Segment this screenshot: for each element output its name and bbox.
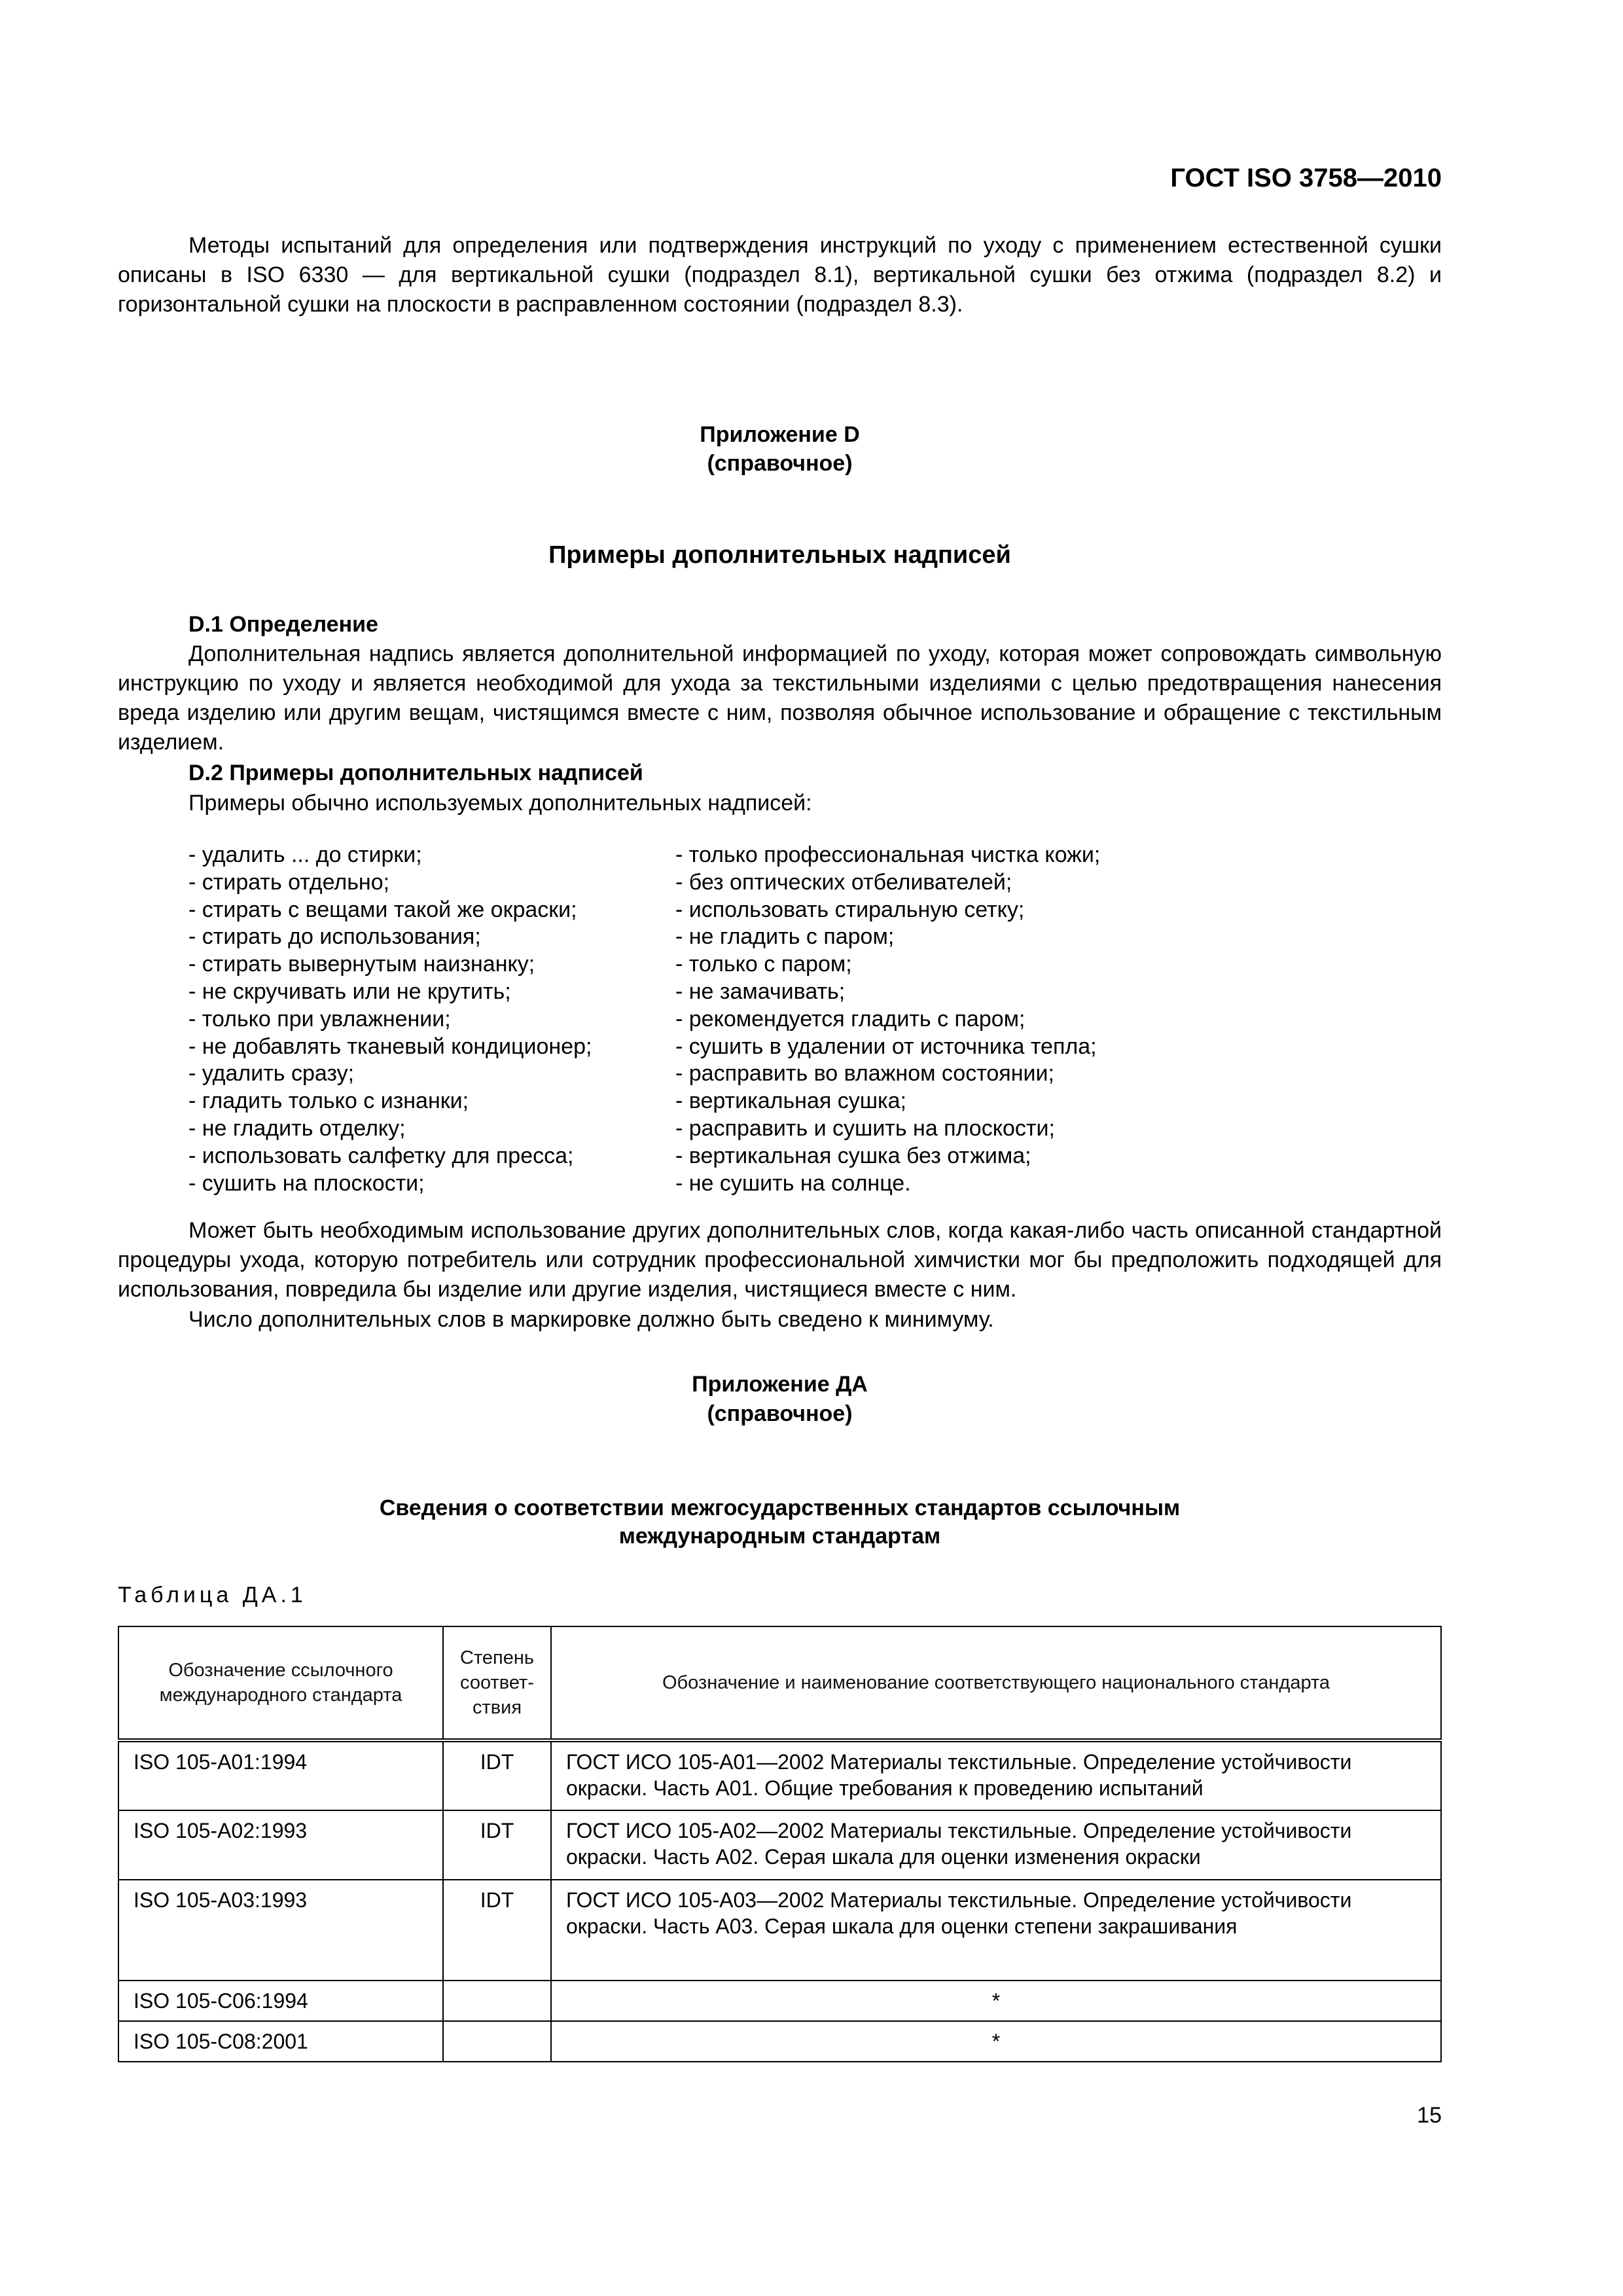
- table-row: [118, 1740, 1441, 1810]
- list-item: - без оптических отбеливателей;: [675, 869, 1012, 895]
- inscriptions-list-right: [675, 842, 1100, 1197]
- list-item: - стирать до использования;: [188, 924, 481, 950]
- annex-d-title: Примеры дополнительных надписей: [548, 541, 1011, 569]
- list-item: - вертикальная сушка;: [675, 1088, 906, 1114]
- list-item: - стирать вывернутым наизнанку;: [188, 952, 535, 977]
- annex-da-title-line1: Сведения о соответствии межгосударственных стандартов ссылочным: [379, 1496, 1181, 1520]
- table-row: [118, 1880, 1441, 1981]
- degree-cell: IDT: [443, 1740, 551, 1810]
- table-caption: Таблица ДА.1: [118, 1583, 307, 1607]
- d2-heading: D.2 Примеры дополнительных надписей: [188, 761, 643, 785]
- national-standard-cell: ГОСТ ИСО 105-A02—2002 Материалы текстильные. Определение устойчивости окраски. Часть А02. Серая шкала для оценки изменения окраски: [551, 1810, 1441, 1880]
- list-item: - вертикальная сушка без отжима;: [675, 1143, 1031, 1168]
- correspondence-table: [118, 1626, 1442, 2062]
- column-header: Обозначение ссылочного международного стандарта: [118, 1626, 443, 1740]
- annex-da-label: Приложение ДА: [692, 1372, 868, 1397]
- ref-standard-cell: ISO 105-C08:2001: [118, 2021, 443, 2062]
- national-standard-cell: ГОСТ ИСО 105-A01—2002 Материалы текстильные. Определение устойчивости окраски. Часть А01. Общие требования к проведению испытаний: [551, 1740, 1441, 1810]
- page-number: 15: [1417, 2103, 1442, 2128]
- list-item: - только при увлажнении;: [188, 1006, 451, 1031]
- d1-heading: D.1 Определение: [188, 612, 378, 637]
- list-item: - не скручивать или не крутить;: [188, 978, 511, 1004]
- list-item: - удалить ... до стирки;: [188, 842, 422, 867]
- intro-paragraph: Методы испытаний для определения или подтверждения инструкций по уходу с применением естественной сушки описаны в ISO 6330 — для вертикальной сушки (подраздел 8.1), вертикальной сушки без отжима (подраздел 8.2) и горизонтальной сушки на плоскости в расправленном состоянии (подраздел 8.3).: [118, 233, 1442, 317]
- list-item: - использовать салфетку для пресса;: [188, 1143, 574, 1168]
- closing-paragraph: Может быть необходимым использование других дополнительных слов, когда какая-либо часть описанной стандартной процедуры ухода, которую потребитель или сотрудник профессиональной химчистки мог бы предположить подходящей для использования, повредила бы изделие или другие изделия, чистящиеся вместе с ним.: [118, 1218, 1442, 1302]
- inscriptions-list-left: [188, 842, 592, 1197]
- annex-d-status: (справочное): [707, 451, 853, 476]
- table-row: [118, 1981, 1441, 2021]
- degree-cell: [443, 2021, 551, 2062]
- d2-intro: Примеры обычно используемых дополнительных надписей:: [188, 791, 812, 816]
- annex-d-label: Приложение D: [700, 422, 860, 447]
- ref-standard-cell: ISO 105-A02:1993: [118, 1810, 443, 1880]
- list-item: - не замачивать;: [675, 978, 846, 1004]
- ref-standard-cell: ISO 105-A03:1993: [118, 1880, 443, 1981]
- list-item: - не гладить с паром;: [675, 924, 895, 950]
- degree-cell: [443, 1981, 551, 2021]
- closing-note: Число дополнительных слов в маркировке должно быть сведено к минимуму.: [188, 1307, 994, 1332]
- list-item: - только профессиональная чистка кожи;: [675, 842, 1101, 867]
- national-standard-cell: *: [551, 1981, 1441, 2021]
- list-item: - не сушить на солнце.: [675, 1170, 911, 1196]
- table-header-row: [118, 1626, 1441, 1740]
- list-item: - стирать отдельно;: [188, 869, 390, 895]
- list-item: - гладить только с изнанки;: [188, 1088, 469, 1114]
- document-id-header: ГОСТ ISO 3758—2010: [1170, 164, 1442, 192]
- list-item: - только с паром;: [675, 952, 852, 977]
- list-item: - сушить на плоскости;: [188, 1170, 425, 1196]
- list-item: - использовать стиральную сетку;: [675, 897, 1025, 922]
- column-header: Степень соответ-ствия: [443, 1626, 551, 1740]
- annex-da-title-line2: международным стандартам: [618, 1524, 941, 1549]
- list-item: - не добавлять тканевый кондиционер;: [188, 1033, 592, 1059]
- national-standard-cell: *: [551, 2021, 1441, 2062]
- table-row: [118, 1810, 1441, 1880]
- list-item: - сушить в удалении от источника тепла;: [675, 1033, 1097, 1059]
- list-item: - рекомендуется гладить с паром;: [675, 1006, 1026, 1031]
- degree-cell: IDT: [443, 1880, 551, 1981]
- ref-standard-cell: ISO 105-C06:1994: [118, 1981, 443, 2021]
- column-header: Обозначение и наименование соответствующего национального стандарта: [551, 1626, 1441, 1740]
- list-item: - расправить во влажном состоянии;: [675, 1061, 1054, 1086]
- d1-text: Дополнительная надпись является дополнительной информацией по уходу, которая может сопровождать символьную инструкцию по уходу и является необходимой для ухода за текстильными изделиями с целью предотвращения нанесения вреда изделию или другим вещам, чистящимся вместе с ним, позволяя обычное использование и обращение с текстильным изделием.: [118, 641, 1442, 755]
- table-row: [118, 2021, 1441, 2062]
- degree-cell: IDT: [443, 1810, 551, 1880]
- list-item: - стирать с вещами такой же окраски;: [188, 897, 577, 922]
- list-item: - не гладить отделку;: [188, 1115, 406, 1141]
- national-standard-cell: ГОСТ ИСО 105-A03—2002 Материалы текстильные. Определение устойчивости окраски. Часть А03. Серая шкала для оценки степени закрашивания: [551, 1880, 1441, 1981]
- annex-da-status: (справочное): [707, 1401, 853, 1426]
- list-item: - удалить сразу;: [188, 1061, 355, 1086]
- list-item: - расправить и сушить на плоскости;: [675, 1115, 1055, 1141]
- ref-standard-cell: ISO 105-A01:1994: [118, 1740, 443, 1810]
